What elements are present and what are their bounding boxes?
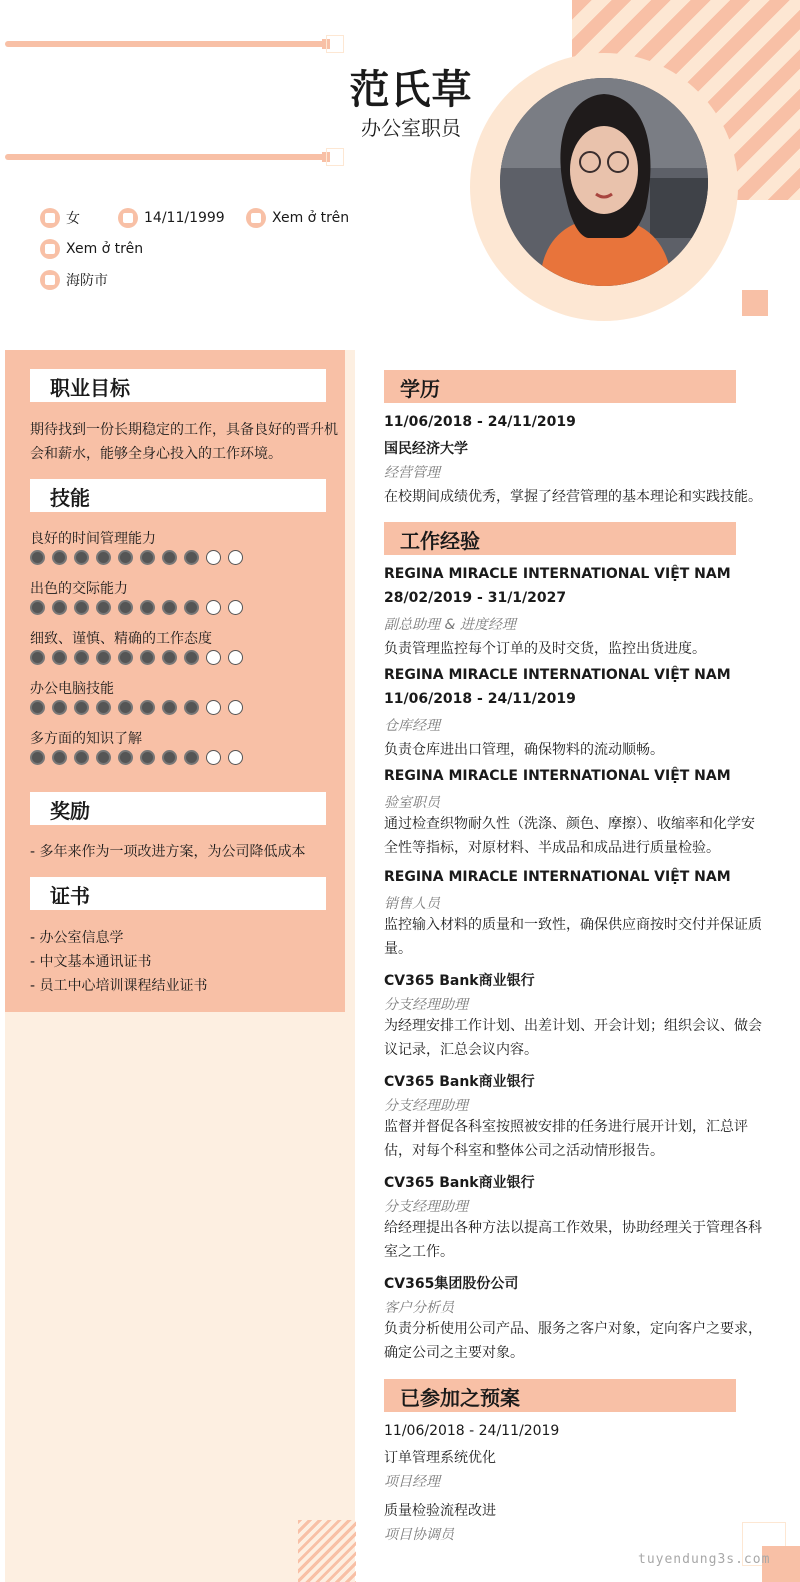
- project-name: 质量检验流程改进: [384, 1503, 496, 1519]
- header-line-bottom: [5, 154, 325, 160]
- exp-desc: 负责分析使用公司产品、服务之客户对象，定向客户之要求，确定公司之主要对象。: [384, 1321, 762, 1361]
- objective-text: 期待找到一份长期稳定的工作，具备良好的晋升机会和薪水，能够全身心投入的工作环境。: [30, 422, 338, 462]
- exp-company: REGINA MIRACLE INTERNATIONAL VIỆT NAM: [384, 566, 731, 582]
- rating-dot-filled: [162, 550, 177, 565]
- exp-role: 分支经理助理: [384, 1098, 468, 1114]
- section-title-certificates: 证书: [30, 877, 326, 910]
- exp-company: CV365 Bank商业银行: [384, 1074, 535, 1090]
- rating-dot-filled: [96, 700, 111, 715]
- education-desc: 在校期间成绩优秀，掌握了经营管理的基本理论和实践技能。: [384, 489, 762, 505]
- section-title-awards: 奖励: [30, 792, 326, 825]
- rating-dot-empty: [228, 700, 243, 715]
- exp-role: 销售人员: [384, 896, 440, 912]
- rating-dot-filled: [162, 650, 177, 665]
- rating-dot-filled: [30, 650, 45, 665]
- skill-rating: [30, 700, 250, 715]
- info-gender: [40, 208, 80, 228]
- rating-dot-filled: [140, 550, 155, 565]
- skill-rating: [30, 550, 250, 565]
- phone-value: Xem ở trên: [272, 210, 350, 226]
- exp-role: 副总助理 & 进度经理: [384, 617, 516, 633]
- job-title: 办公室职员: [361, 116, 461, 140]
- rating-dot-filled: [118, 650, 133, 665]
- rating-dot-filled: [52, 550, 67, 565]
- exp-desc: 通过检查织物耐久性（洗涤、颜色、摩擦）、收缩率和化学安全性等指标，对原材料、半成品和成品进行质量检验。: [384, 816, 755, 856]
- exp-company: REGINA MIRACLE INTERNATIONAL VIỆT NAM: [384, 667, 731, 683]
- rating-dot-filled: [52, 650, 67, 665]
- rating-dot-filled: [140, 700, 155, 715]
- rating-dot-filled: [162, 600, 177, 615]
- exp-company: CV365集团股份公司: [384, 1276, 519, 1292]
- rating-dot-filled: [74, 700, 89, 715]
- exp-role: 分支经理助理: [384, 997, 468, 1013]
- education-date: 11/06/2018 - 24/11/2019: [384, 414, 576, 430]
- section-title-education: 学历: [384, 370, 736, 403]
- gender-value: 女: [66, 211, 80, 227]
- exp-date: 28/02/2019 - 31/1/2027: [384, 590, 567, 606]
- exp-company: CV365 Bank商业银行: [384, 1175, 535, 1191]
- rating-dot-filled: [52, 750, 67, 765]
- section-title-experience: 工作经验: [384, 522, 736, 555]
- section-title-skills: 技能: [30, 479, 326, 512]
- project-name: 订单管理系统优化: [384, 1450, 496, 1466]
- info-email: [40, 239, 143, 259]
- rating-dot-filled: [118, 550, 133, 565]
- rating-dot-filled: [162, 750, 177, 765]
- rating-dot-filled: [118, 750, 133, 765]
- project-role: 项目经理: [384, 1474, 440, 1490]
- skill-name: 细致、谨慎、精确的工作态度: [30, 631, 212, 647]
- rating-dot-filled: [74, 550, 89, 565]
- rating-dot-empty: [228, 650, 243, 665]
- gender-icon: [40, 208, 60, 228]
- exp-desc: 为经理安排工作计划、出差计划、开会计划；组织会议、做会议记录，汇总会议内容。: [384, 1018, 762, 1058]
- header-line-top: [5, 41, 325, 47]
- rating-dot-empty: [206, 550, 221, 565]
- rating-dot-filled: [52, 600, 67, 615]
- exp-desc: 负责管理监控每个订单的及时交货，监控出货进度。: [384, 641, 706, 657]
- rating-dot-filled: [30, 750, 45, 765]
- exp-desc: 监督并督促各科室按照被安排的任务进行展开计划，汇总评估，对每个科室和整体公司之活动情形报告。: [384, 1119, 748, 1159]
- rating-dot-empty: [206, 600, 221, 615]
- exp-desc: 给经理提出各种方法以提高工作效果，协助经理关于管理各科室之工作。: [384, 1220, 762, 1260]
- rating-dot-empty: [206, 700, 221, 715]
- header-line-box: [326, 35, 344, 53]
- exp-role: 分支经理助理: [384, 1199, 468, 1215]
- rating-dot-filled: [30, 700, 45, 715]
- rating-dot-filled: [96, 600, 111, 615]
- info-phone: [246, 208, 349, 228]
- rating-dot-filled: [140, 750, 155, 765]
- rating-dot-filled: [184, 700, 199, 715]
- watermark-text: tuyendung3s.com: [638, 1552, 771, 1567]
- certificate-item: - 办公室信息学: [30, 930, 124, 946]
- skill-name: 良好的时间管理能力: [30, 531, 156, 547]
- exp-desc: 负责仓库进出口管理，确保物料的流动顺畅。: [384, 742, 664, 758]
- exp-company: REGINA MIRACLE INTERNATIONAL VIỆT NAM: [384, 768, 731, 784]
- skill-name: 多方面的知识了解: [30, 731, 142, 747]
- section-title-projects: 已参加之预案: [384, 1379, 736, 1412]
- skill-rating: [30, 750, 250, 765]
- award-item: - 多年来作为一项改进方案，为公司降低成本: [30, 844, 306, 860]
- calendar-icon: [118, 208, 138, 228]
- birthday-value: 14/11/1999: [144, 210, 225, 226]
- rating-dot-filled: [184, 650, 199, 665]
- info-address: [40, 270, 108, 290]
- skill-rating: [30, 600, 250, 615]
- rating-dot-filled: [74, 650, 89, 665]
- rating-dot-filled: [184, 750, 199, 765]
- rating-dot-filled: [52, 700, 67, 715]
- exp-role: 仓库经理: [384, 718, 440, 734]
- exp-role: 验室职员: [384, 795, 440, 811]
- rating-dot-filled: [118, 700, 133, 715]
- phone-icon: [246, 208, 266, 228]
- exp-desc: 监控输入材料的质量和一致性，确保供应商按时交付并保证质量。: [384, 917, 762, 957]
- rating-dot-filled: [74, 750, 89, 765]
- rating-dot-empty: [228, 600, 243, 615]
- rating-dot-empty: [228, 750, 243, 765]
- skill-name: 办公电脑技能: [30, 681, 114, 697]
- skill-rating: [30, 650, 250, 665]
- certificate-item: - 员工中心培训课程结业证书: [30, 978, 208, 994]
- rating-dot-filled: [74, 600, 89, 615]
- project-role: 项目协调员: [384, 1527, 454, 1543]
- email-value: Xem ở trên: [66, 241, 144, 257]
- rating-dot-filled: [140, 650, 155, 665]
- corner-stripes-decoration: [298, 1520, 356, 1582]
- project-date: 11/06/2018 - 24/11/2019: [384, 1423, 560, 1439]
- rating-dot-filled: [96, 550, 111, 565]
- home-icon: [40, 270, 60, 290]
- exp-company: REGINA MIRACLE INTERNATIONAL VIỆT NAM: [384, 869, 731, 885]
- skill-name: 出色的交际能力: [30, 581, 128, 597]
- rating-dot-filled: [184, 600, 199, 615]
- certificate-item: - 中文基本通讯证书: [30, 954, 152, 970]
- education-major: 经营管理: [384, 465, 440, 481]
- rating-dot-filled: [30, 550, 45, 565]
- left-panel-divider: [345, 350, 355, 1012]
- email-icon: [40, 239, 60, 259]
- rating-dot-filled: [96, 750, 111, 765]
- decor-square: [742, 290, 768, 316]
- rating-dot-filled: [30, 600, 45, 615]
- education-school: 国民经济大学: [384, 441, 468, 457]
- address-value: 海防市: [66, 273, 108, 289]
- rating-dot-filled: [96, 650, 111, 665]
- candidate-name: 范氏草: [349, 67, 473, 113]
- profile-photo: [500, 78, 708, 286]
- rating-dot-empty: [228, 550, 243, 565]
- exp-role: 客户分析员: [384, 1300, 454, 1316]
- header-line-box: [326, 148, 344, 166]
- rating-dot-filled: [162, 700, 177, 715]
- info-birthday: [118, 208, 225, 228]
- left-panel-bottom: [5, 1012, 355, 1582]
- rating-dot-empty: [206, 750, 221, 765]
- rating-dot-filled: [140, 600, 155, 615]
- section-title-objective: 职业目标: [30, 369, 326, 402]
- exp-company: CV365 Bank商业银行: [384, 973, 535, 989]
- exp-date: 11/06/2018 - 24/11/2019: [384, 691, 576, 707]
- rating-dot-filled: [118, 600, 133, 615]
- rating-dot-empty: [206, 650, 221, 665]
- rating-dot-filled: [184, 550, 199, 565]
